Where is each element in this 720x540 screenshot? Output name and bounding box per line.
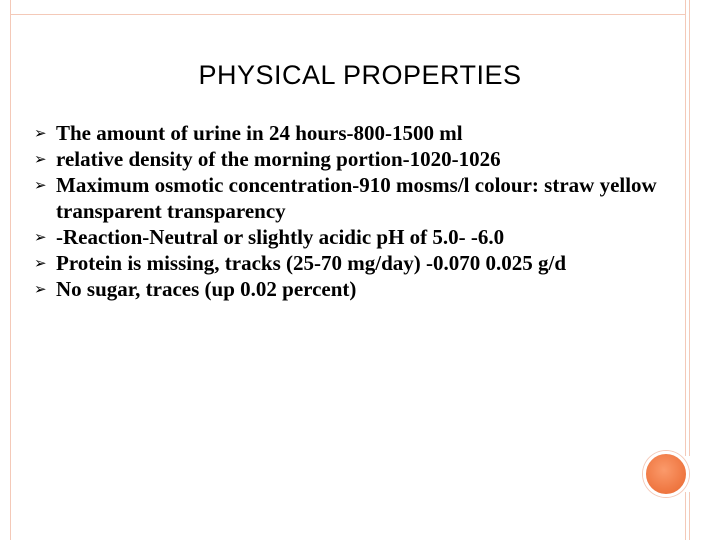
arrow-bullet-icon: ➢	[34, 280, 47, 298]
slide-title: PHYSICAL PROPERTIES	[198, 60, 522, 90]
bullet-list	[34, 120, 674, 302]
right-decorative-rule	[689, 492, 690, 540]
list-item	[34, 120, 674, 146]
arrow-bullet-icon: ➢	[34, 176, 47, 194]
arrow-bullet-icon: ➢	[34, 124, 47, 142]
arrow-bullet-icon: ➢	[34, 254, 47, 272]
list-item	[34, 250, 674, 276]
list-item	[34, 276, 674, 302]
list-item	[34, 146, 674, 172]
bullet-text: relative density of the morning portion-1020-1026	[56, 147, 501, 171]
bullet-text: -Reaction-Neutral or slightly acidic pH of 5.0- -6.0	[56, 225, 505, 249]
list-item	[34, 172, 674, 224]
bullet-text: No sugar, traces (up 0.02 percent)	[56, 277, 357, 301]
bullet-text: Protein is missing, tracks (25-70 mg/day) -0.070 0.025 g/d	[56, 251, 567, 275]
right-decorative-rule	[685, 492, 686, 540]
top-decorative-rule	[10, 14, 686, 15]
bullet-text: The amount of urine in 24 hours-800-1500 ml	[56, 121, 463, 145]
arrow-bullet-icon: ➢	[34, 150, 47, 168]
list-item	[34, 224, 674, 250]
arrow-bullet-icon: ➢	[34, 228, 47, 246]
bullet-text: Maximum osmotic concentration-910 mosms/l colour: straw yellow transparent transparency	[56, 173, 657, 223]
orange-circle-decoration	[643, 451, 689, 497]
